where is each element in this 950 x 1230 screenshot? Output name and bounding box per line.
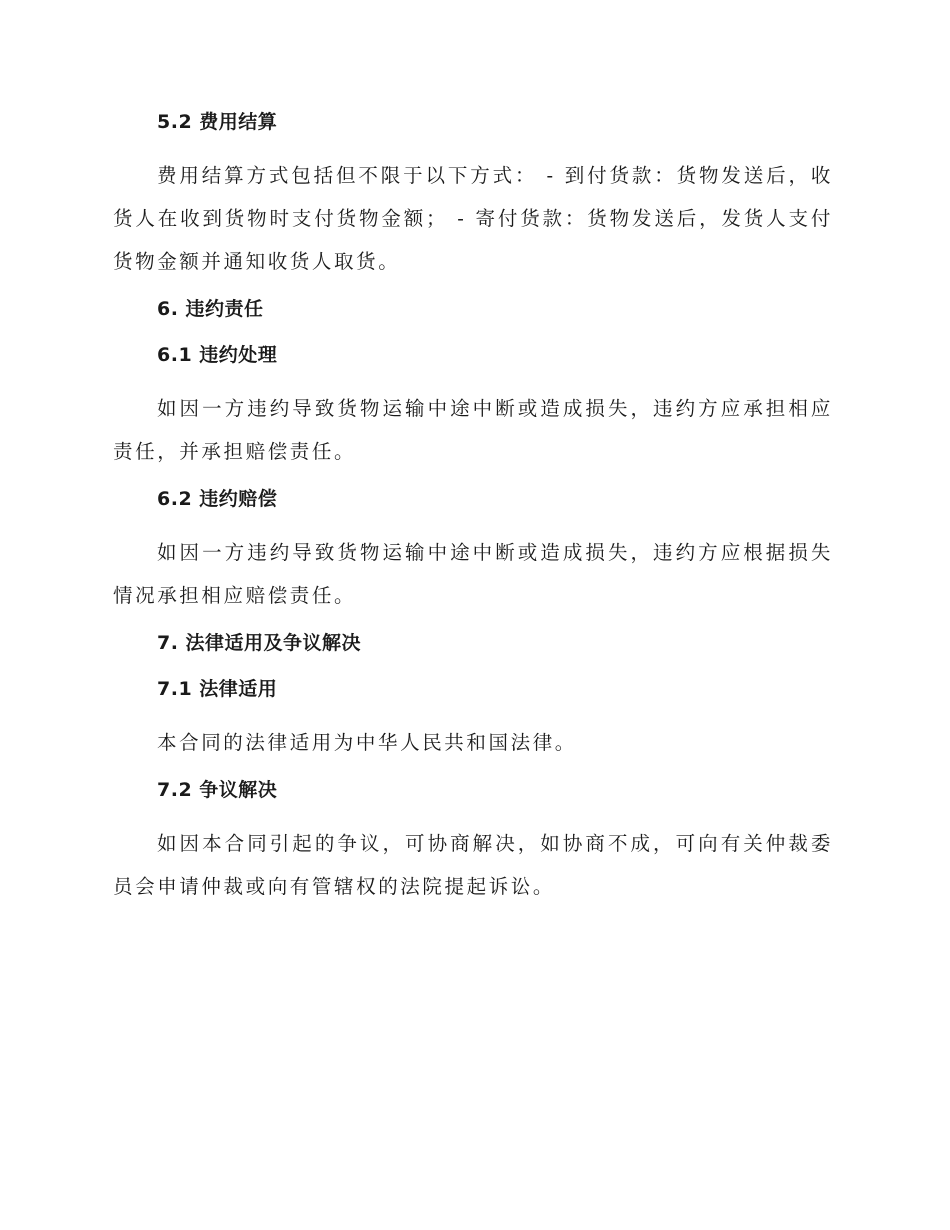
paragraph-dispute-resolution: 如因本合同引起的争议，可协商解决，如协商不成，可向有关仲裁委员会申请仲裁或向有管辖权的法院提起诉讼。 <box>113 832 833 898</box>
paragraph-breach-handling: 如因一方违约导致货物运输中途中断或造成损失，违约方应承担相应责任，并承担赔偿责任。 <box>113 397 833 463</box>
paragraph-governing-law: 本合同的法律适用为中华人民共和国法律。 <box>157 731 577 754</box>
section-heading-6: 6. 违约责任 <box>157 298 264 320</box>
section-heading-7-2: 7.2 争议解决 <box>157 779 278 801</box>
section-heading-5-2: 5.2 费用结算 <box>157 111 278 133</box>
section-heading-6-2: 6.2 违约赔偿 <box>157 488 278 510</box>
section-heading-6-1: 6.1 违约处理 <box>157 344 278 366</box>
document-body <box>113 108 833 920</box>
paragraph-fee-settlement: 费用结算方式包括但不限于以下方式： - 到付货款：货物发送后，收货人在收到货物时支付货物金额； - 寄付货款：货物发送后，发货人支付货物金额并通知收货人取货。 <box>113 164 833 273</box>
section-heading-7: 7. 法律适用及争议解决 <box>157 632 362 654</box>
paragraph-breach-compensation: 如因一方违约导致货物运输中途中断或造成损失，违约方应根据损失情况承担相应赔偿责任。 <box>113 541 833 607</box>
section-heading-7-1: 7.1 法律适用 <box>157 678 278 700</box>
